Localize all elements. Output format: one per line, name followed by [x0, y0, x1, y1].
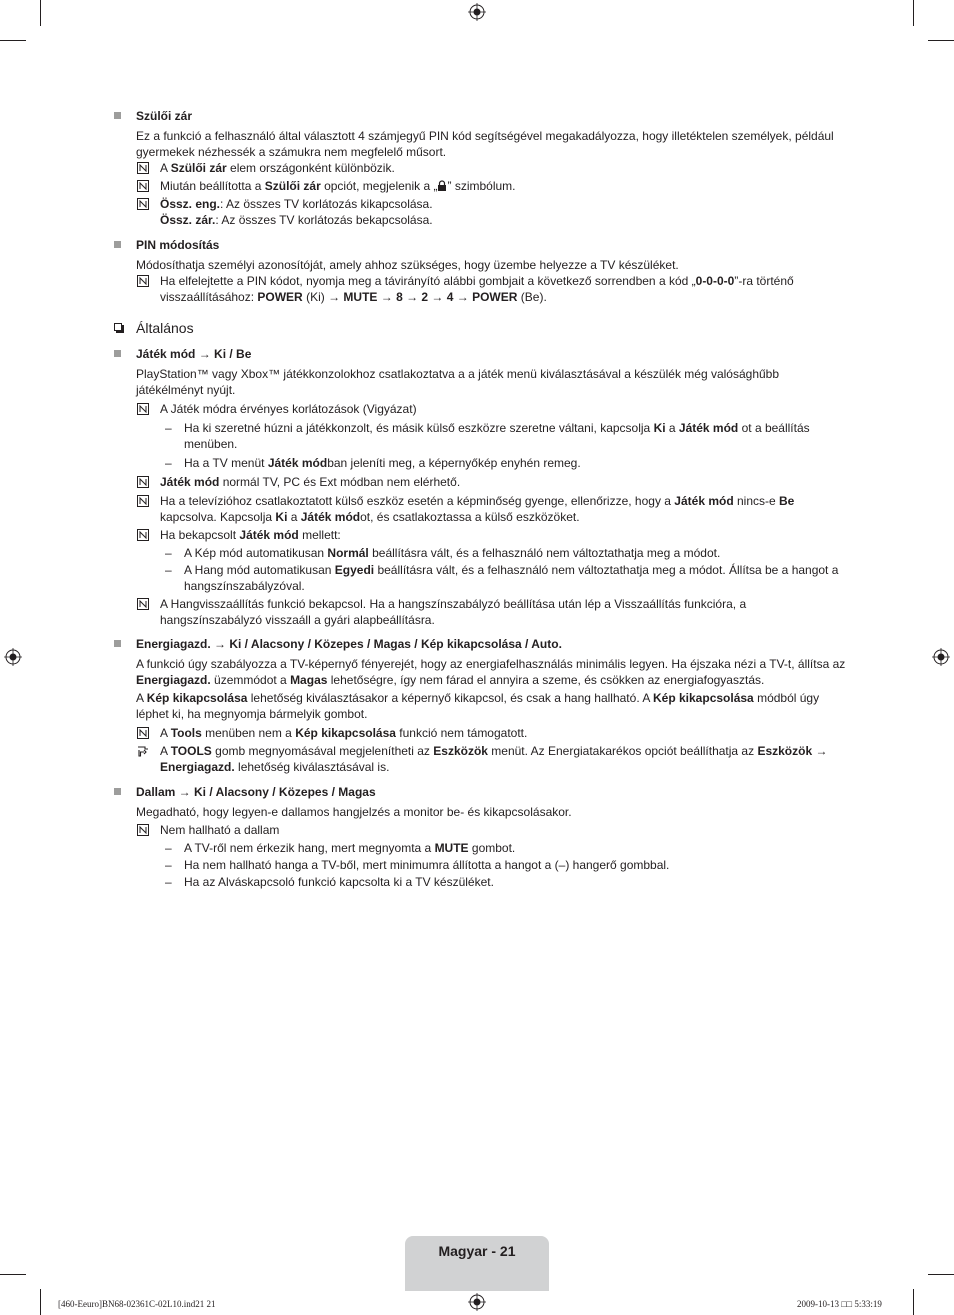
page-number: Magyar - 21 — [438, 1243, 516, 1259]
lock-icon — [437, 180, 447, 191]
crop-mark — [913, 0, 914, 26]
note-icon — [137, 403, 149, 415]
manual-content — [112, 108, 847, 890]
registration-mark-icon — [468, 3, 486, 21]
note-icon — [137, 529, 149, 541]
note-icon — [137, 495, 149, 507]
section-heading-dallam: Dallam → Ki / Alacsony / Közepes / Magas — [112, 784, 847, 800]
note-icon — [137, 275, 149, 287]
paragraph: A Kép kikapcsolása lehetőség kiválasztásakor a képernyő kikapcsol, és csak a hang hallható. A Kép kikapcsolása módból úgy léphet ki, ha megnyomja bármelyik gombot. — [136, 691, 820, 721]
note-icon — [137, 598, 149, 610]
note: Ha bekapcsolt Játék mód mellett: — [112, 527, 847, 543]
dash-item: – Ha ki szeretné húzni a játékkonzolt, és másik külső eszközre szeretne váltani, kapcsolja Ki a Játék mód ot a beállítás menüben. — [165, 421, 810, 451]
paragraph: A funkció úgy szabályozza a TV-képernyő fényerejét, hogy az energiafelhasználás minimális legyen. Ha éjszaka nézi a TV-t, állítsa az Energiagazd. üzemmódot a Magas lehetőségre, így nem fárad el annyira a szeme, és csökken az energiafogyasztás. — [136, 657, 846, 687]
registration-mark-icon — [468, 1293, 486, 1311]
page-number-tab — [405, 1236, 549, 1291]
paragraph: Módosíthatja személyi azonosítóját, amely ahhoz szükséges, hogy üzembe helyezze a TV készüléket. — [136, 258, 679, 272]
dash-item: – Ha a TV menüt Játék módban jeleníti meg, a képernyőkép enyhén remeg. — [165, 456, 581, 470]
note: Ha a televízióhoz csatlakoztatott külső eszköz esetén a képminőség gyenge, ellenőrizze, hogy a Játék mód nincs-e Be kapcsolva. Kapcsolja Ki a Játék módot, és csatlakoztassa a külső eszközöket. — [112, 493, 847, 525]
note-icon — [137, 824, 149, 836]
crop-mark — [40, 0, 41, 26]
dash-item: – Ha az Alváskapcsoló funkció kapcsolta ki a TV készüléket. — [165, 875, 494, 889]
bullet-square-icon — [114, 788, 121, 795]
paragraph: Megadható, hogy legyen-e dallamos hangjelzés a monitor be- és kikapcsolásakor. — [136, 805, 572, 819]
section-heading-jatek-mod: Játék mód → Ki / Be — [112, 346, 847, 362]
note: Játék mód normál TV, PC és Ext módban nem elérhető. — [112, 474, 847, 490]
dash-item: – Ha nem hallható hanga a TV-ből, mert minimumra állította a hangot a (–) hangerő gombbal. — [165, 858, 670, 872]
note-icon — [137, 198, 149, 210]
bullet-square-icon — [114, 350, 121, 357]
note: A Hangvisszaállítás funkció bekapcsol. Ha a hangszínszabályzó beállítása után lép a Visszaállítás funkcióra, a hangszínszabályzó visszaáll a gyári alapbeállításra. — [112, 596, 847, 628]
section-heading-pin: PIN módosítás — [112, 237, 847, 253]
note: Ha elfelejtette a PIN kódot, nyomja meg a távirányító alábbi gombjait a következő sorrendben a kód „0-0-0-0”-ra történő visszaállításához: POWER (Ki) → MUTE → 8 → 2 → 4 → POWER (Be). — [112, 273, 847, 305]
note-icon — [137, 727, 149, 739]
registration-mark-icon — [932, 648, 950, 666]
crop-mark — [40, 1289, 41, 1315]
registration-mark-icon — [4, 648, 22, 666]
bullet-square-icon — [114, 112, 121, 119]
paragraph: Ez a funkció a felhasználó által választott 4 számjegyű PIN kód segítségével megakadályozza, hogy illetéktelen személyek, például gyermekek nézhessék a számukra nem megfelelő műsort. — [136, 129, 834, 159]
tools-note: A TOOLS gomb megnyomásával megjelenítheti az Eszközök menüt. Az Energiatakarékos opciót beállíthatja az Eszközök → Energiagazd. lehetőség kiválasztásával is. — [112, 743, 847, 775]
note-icon — [137, 180, 149, 192]
note: Össz. eng.: Az összes TV korlátozás kikapcsolása. Össz. zár.: Az összes TV korlátozás bekapcsolása. — [112, 196, 847, 228]
note-icon — [137, 476, 149, 488]
dash-item: – A Hang mód automatikusan Egyedi beállításra vált, és a felhasználó nem változtathatja meg a módot. Állítsa be a hangot a hangszínszabályzóval. — [165, 563, 839, 593]
print-slug-right: 2009-10-13 □□ 5:33:19 — [797, 1299, 882, 1309]
checkbox-bullet-icon — [114, 323, 122, 331]
note: Miután beállította a Szülői zár opciót, megjelenik a „ ” szimbólum. — [112, 178, 847, 194]
note: A Játék módra érvényes korlátozások (Vigyázat) — [112, 401, 847, 417]
bullet-square-icon — [114, 241, 121, 248]
section-heading-szuloi-zar: Szülői zár — [112, 108, 847, 124]
crop-mark — [928, 40, 954, 41]
note: A Tools menüben nem a Kép kikapcsolása funkció nem támogatott. — [112, 725, 847, 741]
paragraph: PlayStation™ vagy Xbox™ játékkonzolokhoz csatlakoztatva a a játék menü kiválasztásával a készülék még valósághűbb játékélményt nyújt. — [136, 367, 780, 397]
tools-icon — [137, 745, 149, 757]
section-heading-altalanos: Általános — [112, 319, 847, 337]
note-icon — [137, 162, 149, 174]
bullet-square-icon — [114, 640, 121, 647]
crop-mark — [0, 40, 26, 41]
note: A Szülői zár elem országonként különbözik. — [112, 160, 847, 176]
dash-item: – A TV-ről nem érkezik hang, mert megnyomta a MUTE gombot. — [165, 841, 516, 855]
crop-mark — [913, 1289, 914, 1315]
dash-item: – A Kép mód automatikusan Normál beállításra vált, és a felhasználó nem változtathatja meg a módot. — [165, 546, 721, 560]
crop-mark — [0, 1274, 26, 1275]
section-heading-energiagazd: Energiagazd. → Ki / Alacsony / Közepes / Magas / Kép kikapcsolása / Auto. — [112, 636, 847, 652]
print-slug-left: [460-Eeuro]BN68-02361C-02L10.ind21 21 — [58, 1299, 216, 1309]
note: Nem hallható a dallam — [112, 822, 847, 838]
crop-mark — [928, 1274, 954, 1275]
